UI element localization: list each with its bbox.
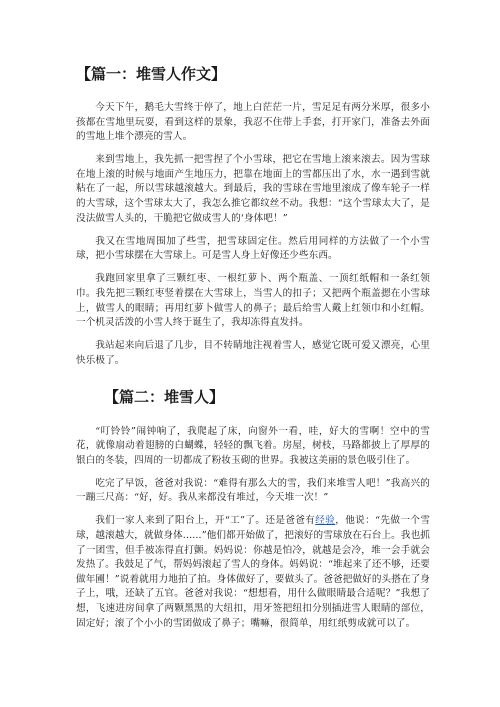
- paragraph-3-text-after: ，他说：“先做一个雪球，越滚越大，就做身体......”他们都开始做了，把滚好的雪球放在石台上。我也抓了一团雪，但手被冻得直打颤。妈妈说：你越是怕冷，就越是会冷，堆一会手就会发热了。我鼓足了气，帮妈妈滚起了雪人的身体。妈妈说：“堆起来了还不够，还要做年圃！”说着就用力地拍了拍。身体做好了，要做头了。爸爸把做好的头搭在了身子上，哦，还缺了五官。爸爸对我说：“想想看，用什么做眼睛最合适呢？”我想了想，飞速进房间拿了两颗黑黑的大纽扣，用牙签把纽扣分别插进雪人眼睛的部位，固定好；滚了个小小的雪团做成了鼻子；嘴嘛，很简单，用红纸剪成就可以了。: [76, 515, 431, 629]
- section-1-title: 【篇一：堆雪人作文】: [76, 65, 227, 83]
- paragraph-3-text-before: 我们一家人来到了阳台上，开“工”了。还是爸爸有: [95, 515, 316, 527]
- section-2-paragraph-2: 吃完了早饭，爸爸对我说：“难得有那么大的雪，我们来堆雪人吧！”我高兴的一蹦三尺高：“好，好。我从来都没有堆过，今天堆一次！”: [76, 477, 430, 504]
- section-1-paragraph-3: 我又在雪地周围加了些雪，把雪球固定住。然后用同样的方法做了一个小雪球，把小雪球摆在大雪球上。可是雪人身上好像还少些东西。: [76, 235, 430, 262]
- section-2-paragraph-1: “叮铃铃”闹钟响了，我爬起了床，向窗外一看，哇，好大的雪啊！空中的雪花，就像扇动着翅膀的白蝴蝶，轻轻的飘飞着。房屋，树枝，马路都披上了厚厚的银白的冬装，四周的一切都成了粉妆玉砌的世界。我被这美丽的景色吸引住了。: [76, 425, 430, 466]
- section-2-paragraph-3: [76, 514, 430, 631]
- section-2-title: 【篇二：堆雪人】: [104, 387, 225, 406]
- section-1-paragraph-4: 我跑回家里拿了三颗红枣、一根红萝卜、两个瓶盖、一顶红纸帽和一条红领巾。我先把三颗红枣竖着摆在大雪球上，当雪人的扣子；又把两个瓶盖摁在小雪球上，做雪人的眼睛；再用红萝卜做雪人的鼻子；最后给雪人戴上红领巾和小红帽。一个机灵活泼的小雪人终于诞生了，我却冻得直发抖。: [76, 273, 430, 329]
- section-1-paragraph-5: 我站起来向后退了几步，目不转睛地注视着雪人，感觉它既可爱又漂亮，心里快乐极了。: [76, 340, 430, 366]
- section-1-paragraph-2: 来到雪地上，我先抓一把雪捏了个小雪球，把它在雪地上滚来滚去。因为雪球在地上滚的时候与地面产生地压力，把靠在地面上的雪都压出了水，水一遇到雪就粘在了一起，所以雪球越滚越大。到最后，我的雪球在雪地里滚成了像车轮子一样的大雪球，这个雪球太大了，我怎么推它都纹丝不动。我想：“这个雪球太大了，是没法做雪人头的，干脆把它做成雪人的‘身体吧！”: [76, 154, 430, 224]
- experience-link[interactable]: 经验: [315, 515, 336, 527]
- section-1-paragraph-1: 今天下午，鹅毛大雪终于停了，地上白茫茫一片，雪足足有两分米厚，很多小孩都在雪地里玩耍，看到这样的景象，我忍不住带上手套，打开家门，准备去外面的雪地上堆个漂亮的雪人。: [76, 102, 430, 143]
